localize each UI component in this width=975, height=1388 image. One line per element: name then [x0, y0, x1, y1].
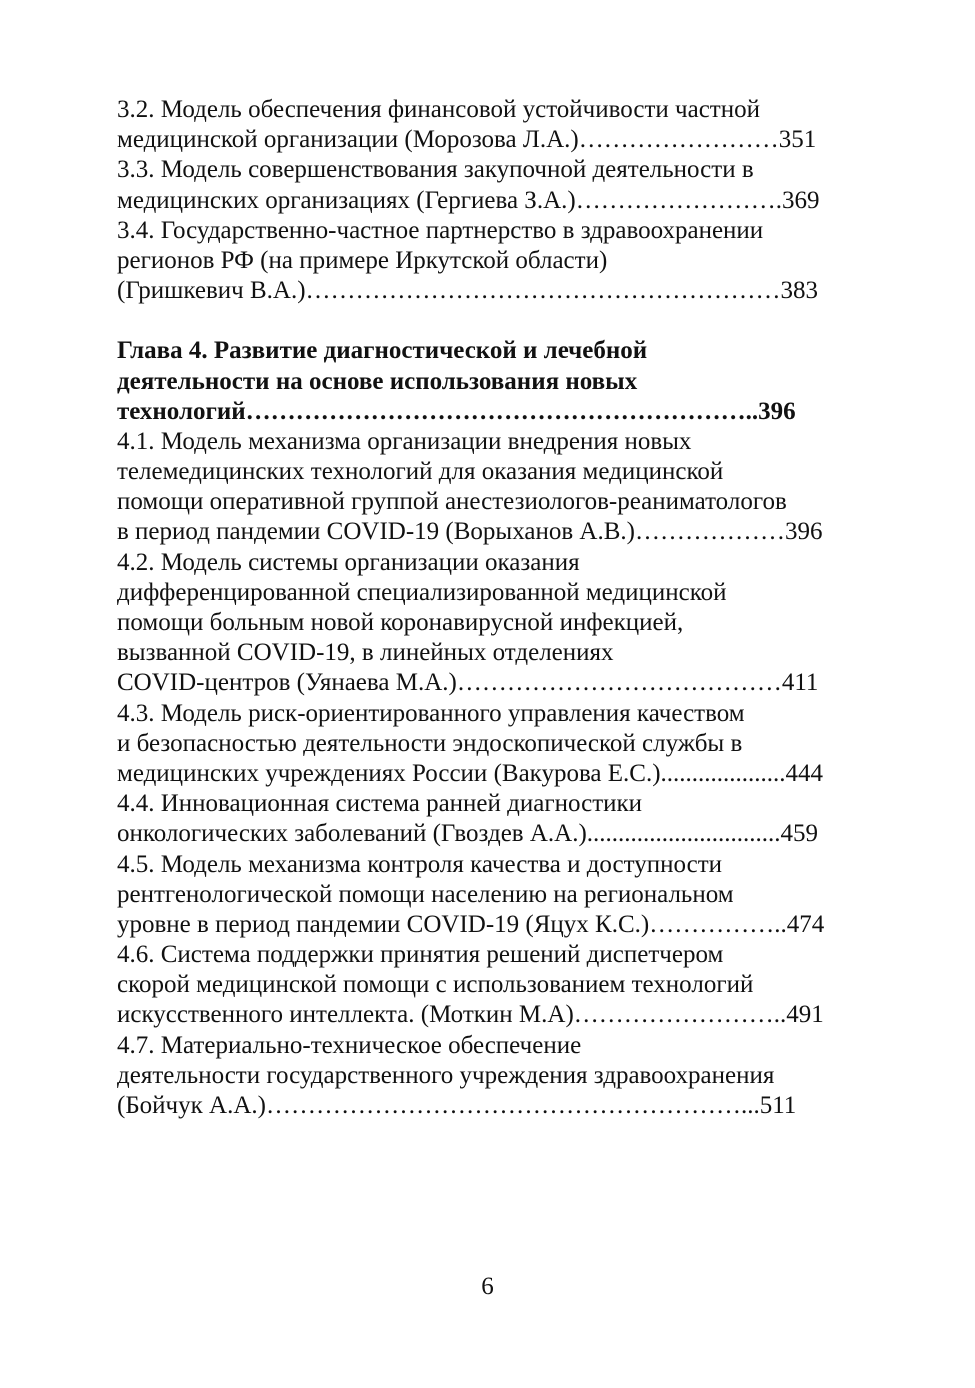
toc-entry-4-1	[117, 427, 862, 548]
toc-line: 4.6. Система поддержки принятия решений диспетчером	[117, 941, 724, 969]
page-number: 6	[481, 1273, 494, 1300]
toc-line: 3.4. Государственно-частное партнерство в здравоохранении	[117, 216, 764, 244]
toc-line: 3.2. Модель обеспечения финансовой устойчивости частной	[117, 96, 760, 123]
toc-entry-3-3	[117, 155, 862, 215]
toc-entry-4-3	[117, 699, 862, 790]
toc-line: 4.5. Модель механизма контроля качества и доступности	[117, 850, 723, 878]
toc-line: помощи оперативной группой анестезиологов-реаниматологов	[117, 488, 787, 516]
toc-entry-4-4	[117, 789, 862, 849]
toc-line: искусственного интеллекта. (Моткин М.А)……………………..491	[117, 1001, 824, 1029]
toc-line: телемедицинских технологий для оказания медицинской	[117, 458, 724, 486]
toc-line: скорой медицинской помощи с использованием технологий	[117, 971, 754, 999]
toc-line: 3.3. Модель совершенствования закупочной деятельности в	[117, 156, 754, 184]
toc-line: в период пандемии COVID-19 (Ворыханов А.В.)………………396	[117, 518, 823, 546]
toc-line: регионов РФ (на примере Иркутской области)	[117, 246, 608, 274]
toc-line: медицинских учреждениях России (Вакурова Е.С.)....................444	[117, 759, 824, 787]
toc-line: вызванной COVID-19, в линейных отделениях	[117, 639, 614, 667]
toc-line: 4.7. Материально-техническое обеспечение	[117, 1031, 582, 1059]
toc-line: медицинских организациях (Гергиева З.А.)…………………….369	[117, 186, 820, 214]
toc-entry-4-6	[117, 940, 862, 1031]
toc-line: (Гришкевич В.А.)…………………………………………………383	[117, 277, 819, 305]
toc-line: COVID-центров (Уянаева М.А.)…………………………………411	[117, 669, 819, 697]
section-spacer	[117, 306, 862, 336]
toc-line: рентгенологической помощи населению на региональном	[117, 880, 734, 908]
toc-line: (Бойчук А.А.)…………………………………………………...511	[117, 1092, 797, 1119]
chapter-heading-line: Глава 4. Развитие диагностической и лечебной	[117, 337, 648, 365]
toc-entry-4-5	[117, 850, 862, 941]
chapter-heading-line: технологий……………………………………………………..396	[117, 397, 796, 425]
toc-line: 4.2. Модель системы организации оказания	[117, 548, 580, 576]
toc-line: дифференцированной специализированной медицинской	[117, 578, 727, 606]
toc-line: 4.4. Инновационная система ранней диагностики	[117, 790, 643, 818]
toc-entry-3-2	[117, 95, 862, 155]
toc-line: медицинской организации (Морозова Л.А.)……………………351	[117, 126, 817, 154]
toc-entry-4-2	[117, 548, 862, 699]
toc-line: 4.1. Модель механизма организации внедрения новых	[117, 427, 692, 455]
toc-line: онкологических заболеваний (Гвоздев А.А.)...............................459	[117, 820, 819, 848]
chapter-heading-line: деятельности на основе использования новых	[117, 367, 638, 395]
toc-entry-3-4	[117, 216, 862, 307]
toc-line: и безопасностью деятельности эндоскопической службы в	[117, 729, 743, 757]
chapter-4-heading	[117, 336, 862, 427]
toc-entry-4-7	[117, 1031, 862, 1122]
toc-line: помощи больным новой коронавирусной инфекцией,	[117, 609, 684, 636]
toc-line: уровне в период пандемии COVID-19 (Яцух К.С.)……………..474	[117, 910, 825, 938]
table-of-contents	[117, 95, 862, 1121]
toc-line: деятельности государственного учреждения здравоохранения	[117, 1061, 775, 1089]
toc-line: 4.3. Модель риск-ориентированного управления качеством	[117, 699, 745, 727]
